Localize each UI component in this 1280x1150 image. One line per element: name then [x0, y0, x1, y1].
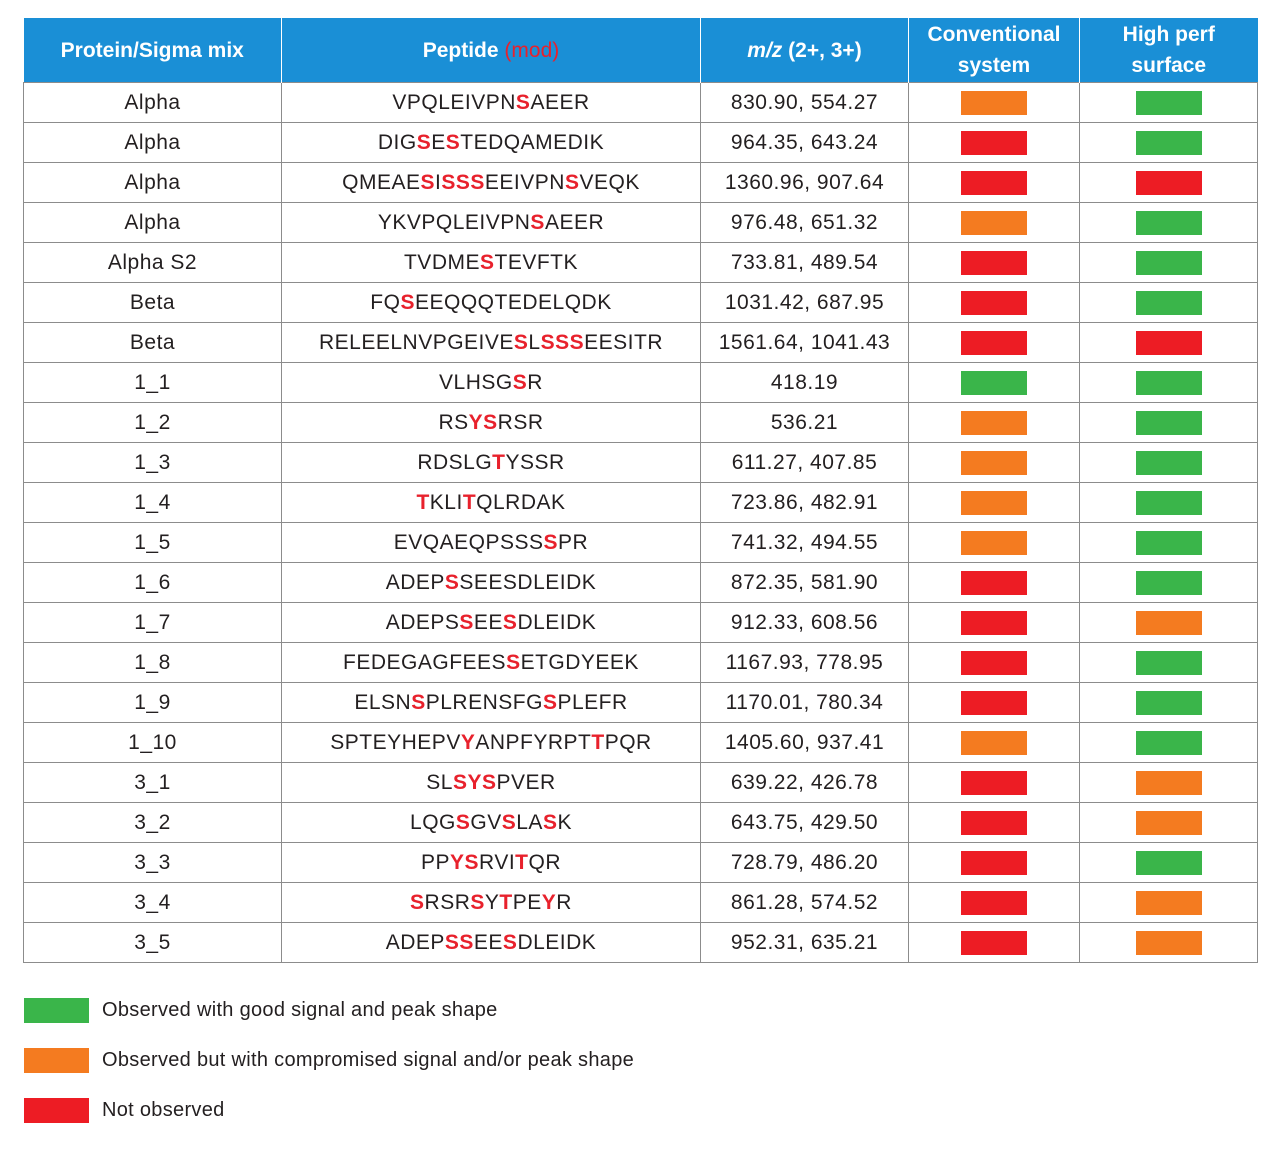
conventional-status-cell — [909, 283, 1080, 323]
status-swatch-compromised — [961, 211, 1027, 235]
status-swatch-compromised — [1136, 771, 1202, 795]
status-swatch-not_observed — [961, 171, 1027, 195]
residues: EESITR — [584, 330, 663, 354]
header-row — [24, 18, 1258, 83]
residues: SPTEYHEPV — [330, 730, 461, 754]
status-swatch-not_observed — [961, 131, 1027, 155]
mz-cell: 1167.93, 778.95 — [701, 643, 909, 683]
mz-cell: 639.22, 426.78 — [701, 763, 909, 803]
residues: YKVPQLEIVPN — [377, 210, 531, 234]
mz-cell: 1405.60, 937.41 — [701, 723, 909, 763]
residues: EE — [473, 610, 503, 634]
residues: QMEAE — [342, 170, 421, 194]
protein-cell: Alpha — [24, 163, 282, 203]
high-perf-status-cell — [1080, 683, 1258, 723]
protein-cell: 1_10 — [24, 723, 282, 763]
protein-cell: Alpha — [24, 123, 282, 163]
modified-residue: T — [515, 850, 529, 874]
residues: GV — [470, 810, 502, 834]
protein-cell: 3_5 — [24, 923, 282, 963]
residues: L — [528, 330, 541, 354]
status-swatch-good — [961, 371, 1027, 395]
status-swatch-compromised — [1136, 931, 1202, 955]
residues: ANPFYRPT — [475, 730, 592, 754]
residues: EVQAEQPSSS — [393, 530, 544, 554]
conventional-status-cell — [909, 683, 1080, 723]
peptide-cell — [282, 723, 701, 763]
protein-cell: Beta — [24, 323, 282, 363]
conventional-status-cell — [909, 243, 1080, 283]
residues: AEER — [530, 90, 590, 114]
residues: PLRENSFG — [425, 690, 543, 714]
peptide-cell — [282, 643, 701, 683]
residues: DIG — [377, 130, 417, 154]
modified-residue: S — [459, 610, 474, 634]
mz-cell: 1031.42, 687.95 — [701, 283, 909, 323]
legend-label: Observed but with compromised signal and/or peak shape — [102, 1049, 635, 1071]
mz-cell: 611.27, 407.85 — [701, 443, 909, 483]
protein-cell: 1_8 — [24, 643, 282, 683]
mz-cell: 733.81, 489.54 — [701, 243, 909, 283]
residues: DLEIDK — [517, 930, 597, 954]
peptide-cell — [282, 283, 701, 323]
status-swatch-not_observed — [961, 331, 1027, 355]
modified-residue: S — [530, 210, 545, 234]
status-swatch-good — [1136, 491, 1202, 515]
status-swatch-not_observed — [961, 651, 1027, 675]
modified-residue: S — [564, 170, 580, 194]
modified-residue: T — [416, 490, 430, 514]
table-row — [24, 683, 1258, 723]
residues: EE — [473, 930, 503, 954]
status-swatch-not_observed — [961, 891, 1027, 915]
peptide-cell — [282, 123, 701, 163]
residues: FEDEGAGFEES — [343, 650, 507, 674]
residues: ADEP — [385, 570, 445, 594]
protein-cell: 1_5 — [24, 523, 282, 563]
residues: ADEP — [385, 930, 445, 954]
modified-residue: S — [455, 810, 471, 834]
protein-cell: 3_1 — [24, 763, 282, 803]
residues: I — [435, 170, 442, 194]
residues: R — [527, 370, 543, 394]
peptide-cell — [282, 483, 701, 523]
table-row — [24, 843, 1258, 883]
modified-residue: YS — [468, 410, 498, 434]
conventional-status-cell — [909, 923, 1080, 963]
residues: E — [431, 130, 446, 154]
peptide-cell — [282, 803, 701, 843]
table-row — [24, 883, 1258, 923]
table-row — [24, 283, 1258, 323]
modified-residue: S — [543, 530, 559, 554]
legend-swatch-compromised — [24, 1048, 89, 1073]
residues: PLEFR — [557, 690, 628, 714]
status-swatch-compromised — [1136, 811, 1202, 835]
high-perf-status-cell — [1080, 243, 1258, 283]
residues: KLI — [429, 490, 463, 514]
modified-residue: SS — [444, 930, 474, 954]
status-swatch-not_observed — [961, 611, 1027, 635]
protein-cell: 1_7 — [24, 603, 282, 643]
conventional-status-cell — [909, 363, 1080, 403]
header-mz-italic: m/z — [747, 38, 783, 62]
status-swatch-compromised — [961, 491, 1027, 515]
residues: RSR — [424, 890, 471, 914]
table-row — [24, 403, 1258, 443]
conventional-status-cell — [909, 723, 1080, 763]
status-swatch-not_observed — [961, 691, 1027, 715]
residues: AEER — [544, 210, 605, 234]
header-peptide-text: Peptide — [422, 38, 499, 62]
header-peptide — [282, 18, 701, 83]
header-high-perf — [1080, 18, 1258, 83]
conventional-status-cell — [909, 523, 1080, 563]
modified-residue: Y — [541, 890, 557, 914]
status-swatch-not_observed — [961, 571, 1027, 595]
modified-residue: S — [501, 810, 517, 834]
residues: SEESDLEIDK — [459, 570, 597, 594]
residues: PQR — [604, 730, 652, 754]
status-swatch-good — [1136, 731, 1202, 755]
residues: ETGDYEEK — [520, 650, 639, 674]
mz-cell: 1360.96, 907.64 — [701, 163, 909, 203]
conventional-status-cell — [909, 843, 1080, 883]
mz-cell: 1561.64, 1041.43 — [701, 323, 909, 363]
table-row — [24, 203, 1258, 243]
table-row — [24, 443, 1258, 483]
protein-cell: 1_6 — [24, 563, 282, 603]
residues: RVI — [479, 850, 516, 874]
high-perf-status-cell — [1080, 83, 1258, 123]
peptide-cell — [282, 243, 701, 283]
high-perf-status-cell — [1080, 483, 1258, 523]
high-perf-status-cell — [1080, 363, 1258, 403]
conventional-status-cell — [909, 803, 1080, 843]
residues: QLRDAK — [476, 490, 566, 514]
modified-residue: S — [444, 570, 460, 594]
high-perf-status-cell — [1080, 643, 1258, 683]
modified-residue: S — [506, 650, 521, 674]
protein-cell: 1_4 — [24, 483, 282, 523]
mz-cell: 723.86, 482.91 — [701, 483, 909, 523]
residues: VLHSG — [439, 370, 513, 394]
peptide-cell — [282, 363, 701, 403]
header-conventional-line1: Conventional — [927, 23, 1061, 46]
residues: SL — [426, 770, 453, 794]
modified-residue: S — [470, 890, 485, 914]
protein-cell: Alpha — [24, 83, 282, 123]
high-perf-status-cell — [1080, 843, 1258, 883]
modified-residue: T — [591, 730, 605, 754]
header-conventional-line2: system — [957, 54, 1031, 77]
protein-cell: 1_3 — [24, 443, 282, 483]
table-row — [24, 123, 1258, 163]
legend-label: Observed with good signal and peak shape — [102, 999, 498, 1021]
residues: RS — [438, 410, 469, 434]
modified-residue: S — [512, 370, 528, 394]
status-swatch-good — [1136, 371, 1202, 395]
residues: LA — [516, 810, 543, 834]
modified-residue: T — [499, 890, 513, 914]
residues: FQ — [370, 290, 401, 314]
status-swatch-compromised — [1136, 891, 1202, 915]
header-mz — [701, 18, 909, 83]
conventional-status-cell — [909, 643, 1080, 683]
status-swatch-not_observed — [1136, 331, 1202, 355]
protein-cell: 1_9 — [24, 683, 282, 723]
high-perf-status-cell — [1080, 323, 1258, 363]
status-swatch-not_observed — [961, 931, 1027, 955]
status-swatch-not_observed — [961, 811, 1027, 835]
residues: VEQK — [579, 170, 640, 194]
mz-cell: 976.48, 651.32 — [701, 203, 909, 243]
peptide-cell — [282, 763, 701, 803]
conventional-status-cell — [909, 883, 1080, 923]
residues: ADEPS — [385, 610, 460, 634]
modified-residue: SYS — [452, 770, 497, 794]
legend-swatch-good — [24, 998, 89, 1023]
peptide-cell — [282, 843, 701, 883]
modified-residue: T — [492, 450, 506, 474]
peptide-cell — [282, 603, 701, 643]
mz-cell: 964.35, 643.24 — [701, 123, 909, 163]
modified-residue: S — [502, 930, 518, 954]
high-perf-status-cell — [1080, 163, 1258, 203]
peptide-cell — [282, 523, 701, 563]
residues: PE — [512, 890, 542, 914]
mz-cell: 872.35, 581.90 — [701, 563, 909, 603]
peptide-cell — [282, 203, 701, 243]
high-perf-status-cell — [1080, 203, 1258, 243]
header-high-perf-line2: surface — [1131, 54, 1207, 77]
mz-cell: 861.28, 574.52 — [701, 883, 909, 923]
high-perf-status-cell — [1080, 723, 1258, 763]
conventional-status-cell — [909, 83, 1080, 123]
conventional-status-cell — [909, 763, 1080, 803]
table-row — [24, 243, 1258, 283]
status-swatch-good — [1136, 291, 1202, 315]
status-swatch-compromised — [961, 531, 1027, 555]
conventional-status-cell — [909, 203, 1080, 243]
status-swatch-good — [1136, 651, 1202, 675]
modified-residue: YS — [450, 850, 480, 874]
residues: YSSR — [505, 450, 565, 474]
high-perf-status-cell — [1080, 603, 1258, 643]
modified-residue: S — [515, 90, 531, 114]
peptide-cell — [282, 883, 701, 923]
high-perf-status-cell — [1080, 563, 1258, 603]
modified-residue: S — [400, 290, 415, 314]
status-swatch-good — [1136, 451, 1202, 475]
modified-residue: SSS — [540, 330, 585, 354]
table-row — [24, 483, 1258, 523]
mz-cell: 1170.01, 780.34 — [701, 683, 909, 723]
status-swatch-compromised — [961, 731, 1027, 755]
peptide-cell — [282, 83, 701, 123]
modified-residue: S — [542, 690, 558, 714]
residues: EEIVPN — [484, 170, 565, 194]
mz-cell: 728.79, 486.20 — [701, 843, 909, 883]
header-protein: Protein/Sigma mix — [24, 18, 282, 83]
status-swatch-good — [1136, 251, 1202, 275]
residues: DLEIDK — [517, 610, 597, 634]
modified-residue: T — [462, 490, 477, 514]
residues: RELEELNVPGEIVE — [318, 330, 514, 354]
header-high-perf-line1: High perf — [1122, 23, 1215, 46]
peptide-cell — [282, 443, 701, 483]
protein-cell: 3_4 — [24, 883, 282, 923]
high-perf-status-cell — [1080, 283, 1258, 323]
protein-cell: 3_3 — [24, 843, 282, 883]
conventional-status-cell — [909, 443, 1080, 483]
header-conventional — [909, 18, 1080, 83]
table-row — [24, 643, 1258, 683]
mz-cell: 643.75, 429.50 — [701, 803, 909, 843]
status-swatch-compromised — [961, 411, 1027, 435]
table-row — [24, 803, 1258, 843]
peptide-cell — [282, 323, 701, 363]
header-peptide-mod: (mod) — [504, 38, 560, 62]
residues: EEQQQTEDELQDK — [414, 290, 612, 314]
status-swatch-not_observed — [961, 291, 1027, 315]
peptide-observation-table — [23, 18, 1258, 963]
residues: K — [557, 810, 572, 834]
modified-residue: SSS — [441, 170, 485, 194]
modified-residue: S — [445, 130, 461, 154]
conventional-status-cell — [909, 163, 1080, 203]
status-swatch-good — [1136, 571, 1202, 595]
peptide-cell — [282, 683, 701, 723]
mz-cell: 536.21 — [701, 403, 909, 443]
protein-cell: 1_2 — [24, 403, 282, 443]
modified-residue: S — [410, 890, 425, 914]
status-swatch-not_observed — [1136, 171, 1202, 195]
modified-residue: S — [411, 690, 426, 714]
high-perf-status-cell — [1080, 523, 1258, 563]
status-swatch-good — [1136, 91, 1202, 115]
peptide-cell — [282, 563, 701, 603]
residues: LQG — [410, 810, 456, 834]
table-row — [24, 363, 1258, 403]
residues: Y — [484, 890, 500, 914]
residues: RSR — [497, 410, 544, 434]
header-mz-rest: (2+, 3+) — [782, 38, 862, 62]
residues: VPQLEIVPN — [392, 90, 516, 114]
modified-residue: S — [542, 810, 558, 834]
high-perf-status-cell — [1080, 803, 1258, 843]
residues: TVDME — [403, 250, 480, 274]
table-row — [24, 523, 1258, 563]
table-row — [24, 323, 1258, 363]
status-swatch-not_observed — [961, 771, 1027, 795]
status-swatch-not_observed — [961, 851, 1027, 875]
protein-cell: 1_1 — [24, 363, 282, 403]
peptide-cell — [282, 923, 701, 963]
protein-cell: Beta — [24, 283, 282, 323]
residues: TEVFTK — [494, 250, 579, 274]
status-swatch-good — [1136, 851, 1202, 875]
high-perf-status-cell — [1080, 403, 1258, 443]
modified-residue: S — [416, 130, 432, 154]
high-perf-status-cell — [1080, 763, 1258, 803]
status-swatch-good — [1136, 411, 1202, 435]
conventional-status-cell — [909, 123, 1080, 163]
table-row — [24, 923, 1258, 963]
mz-cell: 830.90, 554.27 — [701, 83, 909, 123]
high-perf-status-cell — [1080, 923, 1258, 963]
mz-cell: 741.32, 494.55 — [701, 523, 909, 563]
status-swatch-compromised — [961, 91, 1027, 115]
protein-cell: 3_2 — [24, 803, 282, 843]
residues: ELSN — [354, 690, 412, 714]
table-row — [24, 723, 1258, 763]
residues: QR — [528, 850, 561, 874]
residues: PR — [558, 530, 589, 554]
conventional-status-cell — [909, 323, 1080, 363]
table-row — [24, 163, 1258, 203]
status-swatch-good — [1136, 691, 1202, 715]
conventional-status-cell — [909, 403, 1080, 443]
residues: R — [556, 890, 572, 914]
protein-cell: Alpha S2 — [24, 243, 282, 283]
status-swatch-not_observed — [961, 251, 1027, 275]
modified-residue: S — [420, 170, 436, 194]
table-body — [24, 83, 1258, 963]
table-row — [24, 603, 1258, 643]
status-swatch-compromised — [1136, 611, 1202, 635]
protein-cell: Alpha — [24, 203, 282, 243]
residues: PP — [421, 850, 451, 874]
peptide-cell — [282, 403, 701, 443]
table-row — [24, 763, 1258, 803]
status-swatch-good — [1136, 211, 1202, 235]
legend-label: Not observed — [102, 1099, 225, 1121]
table-row — [24, 83, 1258, 123]
residues: PVER — [496, 770, 556, 794]
mz-cell: 418.19 — [701, 363, 909, 403]
modified-residue: S — [513, 330, 529, 354]
status-swatch-compromised — [961, 451, 1027, 475]
high-perf-status-cell — [1080, 883, 1258, 923]
modified-residue: Y — [460, 730, 476, 754]
conventional-status-cell — [909, 603, 1080, 643]
peptide-cell — [282, 163, 701, 203]
residues: RDSLG — [417, 450, 493, 474]
status-swatch-good — [1136, 531, 1202, 555]
high-perf-status-cell — [1080, 443, 1258, 483]
table-row — [24, 563, 1258, 603]
conventional-status-cell — [909, 563, 1080, 603]
status-swatch-good — [1136, 131, 1202, 155]
modified-residue: S — [479, 250, 495, 274]
conventional-status-cell — [909, 483, 1080, 523]
modified-residue: S — [502, 610, 518, 634]
mz-cell: 912.33, 608.56 — [701, 603, 909, 643]
high-perf-status-cell — [1080, 123, 1258, 163]
legend-swatch-not_observed — [24, 1098, 89, 1123]
residues: TEDQAMEDIK — [460, 130, 605, 154]
mz-cell: 952.31, 635.21 — [701, 923, 909, 963]
